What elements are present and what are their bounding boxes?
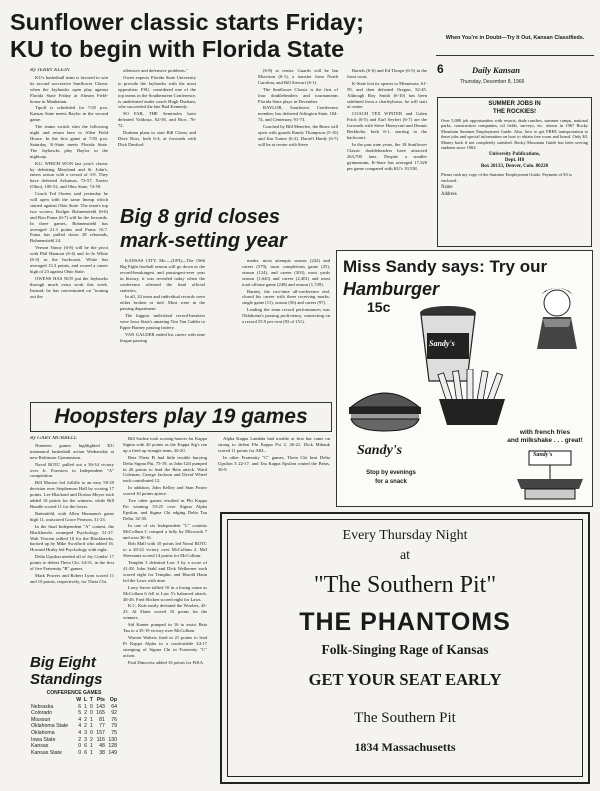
para: offensive and defensive problems." (123, 68, 188, 73)
cell: 2 (78, 736, 82, 743)
cell: 0 (89, 729, 93, 736)
para: SO FAR, THE Seminoles have defeated Valdosta, 62-58, and Rice, 76-72. (118, 111, 196, 129)
cell: 2 (84, 710, 88, 717)
cell: 149 (108, 749, 117, 756)
para: COACH TEX WINTER and Galen Frick (6-5) and Earl Seyfert (6-7) are the forwards with Steve Honeycutt and Dennis Berkholtz, both 6-1, starting in the backcourt. (347, 111, 427, 140)
big8-col-1 (120, 258, 205, 395)
para: KU's basketball team is favored to win its second successive Sunflower Classic when the Jayhawks open play against Florida State Friday at Ahearn Field-house in Manhattan. (30, 74, 108, 104)
cell: 92 (111, 710, 117, 717)
sandys-ad (336, 250, 593, 507)
cell: 157 (96, 729, 105, 736)
para: In all, 24 team and individual records were either broken or tied. Most were in the passing department. (120, 294, 205, 312)
para: In one of six Independent "C" contests McCollum C romped a fully by Ellsworth 7 and won 36-16. (123, 522, 207, 540)
cell: 1 (89, 749, 93, 756)
publisher: University Publications, (488, 152, 541, 158)
name-label: Name (441, 185, 453, 191)
caption-line: and milkshake . . . great! (507, 437, 583, 444)
lead-byline: By JERRY KLEIN (30, 68, 70, 73)
para: Bill Sachse took scoring honors for Kappa Sigma with 20 points as the Kappa Sig's ran up a fired up triangle team, 36-20. (123, 436, 207, 453)
cell: 1 (89, 743, 93, 750)
col-header: W (76, 697, 82, 703)
table-row (30, 737, 118, 744)
dept: Dept. H8 (504, 158, 525, 164)
sandys-brand: Sandy's (357, 443, 403, 458)
price: 15c (367, 299, 391, 315)
big8-col-2 (242, 258, 330, 395)
cell: 4 (78, 716, 82, 723)
para: Templin 3 defeated Law 3 by a score of 41-28. John Stahl and Dick Welkerner each scored eight for Templin, and Harold Haun led the Laws with nine. (123, 560, 207, 583)
big8-headline (120, 205, 340, 253)
hamburger-word: Hamburger (343, 279, 440, 299)
sign-text: Sandy's (533, 452, 553, 458)
cell: 4 (78, 723, 82, 730)
address-label: Address (441, 192, 457, 198)
cell: 0 (89, 710, 93, 717)
para: The teams switch sites the following night and return here to Allen Field House. In the first game at 7:05 p.m. Saturday, K-State meets Florida State. The Jayhawks play Baylor in the nightcap. (30, 124, 108, 159)
para: K-State lost its opener to Minnesota, 61-59, and then defeated Oregon, 52-45. Although Roy Smith (6-10) has been sidelined from a charleyhorse, he will start at center. (347, 80, 427, 110)
summer-jobs-form-note: Please rush my copy of the Summer Employment Guide. Payment of $3 is enclosed. (441, 172, 572, 183)
table-row (30, 710, 118, 717)
teaser-text: When You're in Doubt—Try It Out, Kansan Classifieds. (445, 35, 585, 41)
para: The biggest individual record-breakers were Iowa State's amazing Tim Van Galder to Eppie Barney passing battery. (120, 313, 205, 330)
cell: 6 (84, 749, 88, 756)
table-row (30, 704, 118, 711)
cell: 1 (89, 716, 93, 723)
cell: Oklahoma (31, 729, 55, 736)
cell: 3 (84, 736, 88, 743)
cell: 2 (84, 716, 88, 723)
southern-pit-line2: at (399, 548, 411, 563)
para: BAYLOR, Southwest Conference member, has defeated Arlington State, 104-74, and Centenary, 91-73. (258, 105, 338, 123)
cell: 2 (89, 736, 93, 743)
para: Leading the team record performances was Oklahoma's passing proficiency, connecting on a record 55.9 per cent (83 of 151). (242, 307, 330, 325)
para: In other Fraternity "C" games, Theta Chi beat Delta Upsilon 3 22-17, and Tau Kappa Epsilon routed the Betas, 30-9. (218, 454, 330, 472)
para: Coached by Bill Menefee, the Bears will open with guards Randy Thompson (5-10) and Jim Turner (6-2). Darrell Hardy (6-7) will be at center with Steve (258, 124, 338, 147)
lead-headline-line2: KU to begin with Florida State (10, 36, 345, 62)
cell: 130 (108, 736, 117, 743)
summer-jobs-ad (437, 97, 592, 247)
publisher-address: Box 20133, Denver, Colo. 80220 (480, 164, 549, 170)
cell: 1 (84, 703, 88, 710)
title-line: SUMMER JOBS IN (488, 101, 541, 107)
table-row (30, 717, 118, 724)
para: marks, most attempts season (242) and career (579), most completions game (25), season (124), and career (303), most yards season (1,645) and career (2,401) and most total offense game (248) and season (1,749). (242, 258, 330, 287)
hamburger-icon (345, 383, 425, 435)
cell: 143 (96, 703, 105, 710)
summer-jobs-publisher (441, 152, 588, 170)
big8-headline-line1: Big 8 grid closes (120, 206, 281, 228)
para: Mark Powers and Robert Lynn scored 11 and 10 points, respectively, for Theta Chi. (30, 572, 114, 584)
col-header: Op (109, 697, 117, 703)
cell: 165 (96, 710, 105, 717)
standings-title (30, 654, 118, 688)
para: Larry Savee tallied 10 in a losing cause as McCollum 6 fell to Law 5's balanced attack, 48-26. Fred Slicken scored eight for Laws. (123, 584, 207, 602)
page-number: 6 (437, 62, 444, 76)
cell: Iowa State (31, 736, 56, 743)
hoopsters-byline: By GARY MURRELL (30, 436, 77, 441)
para: KU, WHICH WON last year's classic by defeating Maryland and St. John's, enters action with a record of 3-0. They have defeated Arkansas, 73-57, Xavier (Ohio), 100-52, and Ohio State, 74-59. (30, 160, 108, 190)
title-line: THE ROCKIES! (492, 108, 536, 115)
lead-col-1 (30, 68, 108, 396)
southern-pit-venue: "The Southern Pit" (313, 572, 497, 598)
para: In the final Independent "A" contest, the Blackhawks swamped Psychology, 51-27. Walt Vincent tallied 10 for the Blackhawks, backed up by Mike Swofford who added 16. Howard Hruby led Psychology with eight. (30, 523, 114, 553)
southern-pit-act: THE PHANTOMS (299, 608, 511, 636)
para: Alpha Kappa Lambda had trouble at first but came on strong to defeat Phi Kappa Psi 2, 26-21. Dick Miknuk scored 11 points for AKL. (218, 436, 330, 453)
para: In the past nine years, the 18 Sunflower Classic doubleheaders have attracted 263,700 fans. Despite a smaller gymnasium, K-State has averaged 17,328 per game compared with KU's 19,538. (347, 141, 427, 171)
hoopsters-headline: Hoopsters play 19 games (54, 405, 308, 428)
tagline-line: for a snack (375, 479, 407, 485)
southern-pit-ad (220, 512, 590, 784)
cell: 79 (111, 723, 117, 730)
para: Bartels (6-6) and Ed Thorpe (6-5) in the front court. (347, 68, 427, 79)
tagline-line: Stop by evenings (366, 470, 416, 476)
para: Naval ROTC pulled out a 36-34 victory over Jr. Foresters in Independent "A" competition. (30, 461, 114, 479)
french-fries-icon (435, 369, 509, 425)
southern-pit-cta: GET YOUR SEAT EARLY (308, 670, 502, 689)
para: Vernon Vanoy (6-8) will be the pivot with Phil Harmon (6-4) and Jo-Jo White (6-3) in the backcourt. White has averaged 13.3 points, and scored a career high of 23 against Ohio State. (30, 245, 108, 274)
table-row (30, 723, 118, 730)
col-header: T (89, 697, 93, 703)
cell: Oklahoma State (31, 723, 69, 730)
para: Barney, the two-time all-conference end, closed his career with three receiving marks: single game (11), season (56) and career (97). (242, 288, 330, 306)
hoopsters-col-1 (30, 436, 114, 652)
para: Coach Ted Owens said yesterday he will open with the same lineup which started against Ohio State. The team's top two scorers, Rodger Bohnenstiehl (6-6) and Ron Franz (6-7) will be the forwards. In three games, Bohnenstiehl has averaged 21.3 points and Franz 16.7. Franz has pulled down 28 rebounds, Bohnenstiehl 24. (30, 191, 108, 244)
sandys-caption (505, 429, 585, 445)
caption-line: with french fries (519, 429, 571, 436)
lead-col-4 (347, 68, 427, 248)
sandys-tagline (353, 469, 429, 487)
para: VAN GALDER ended his career with nine league passing (120, 331, 205, 343)
cell: 4 (78, 729, 82, 736)
para: Bill Morton led Jolliffe to an easy 58-29 decision over Stephenson Hall by scoring 17 points. Lee Blackard and Dorian Meyer each added 10 points for the winners, while Bill Bundle scored 11 for the losers. (30, 480, 114, 509)
cell: Colorado (31, 710, 53, 717)
cell: 75 (111, 729, 117, 736)
cell: 116 (96, 736, 105, 743)
para: Tipoff is scheduled for 7:05 p.m. Kansas State meets Baylor in the second game. (30, 105, 108, 123)
para: Beta Theta Pi had little trouble burying Delta Sigma Phi, 75-19, as John Gill pumped in 26 points to lead the Beta attack. Ward Coleman, George Jackson and David Wheel each contributed 12. (123, 454, 207, 484)
table-row (30, 750, 118, 757)
para: Owen expects Florida State University to provide the Jayhawks with the most opposition. FSU, considered one of the top teams in the Southeastern Conference, is undefeated under coach Hugh Durham, who succeeded the late Bud Kennedy. (118, 74, 196, 110)
cell: 6 (84, 743, 88, 750)
cell: 76 (111, 716, 117, 723)
cell: Missouri (31, 716, 51, 723)
issue-date: Thursday, December 8, 1966 (460, 79, 525, 85)
cell: 0 (78, 749, 82, 756)
para: The Sunflower Classic is the first of four doubleheaders and tournaments Florida State plays in December. (258, 86, 338, 104)
southern-pit-address: 1834 Massachusetts (354, 740, 456, 754)
para: Delta Upsilon needed all of Jay Combs' 17 points to defeat Theta Chi, 34-31, in the first of five Fraternity "B" games. (30, 554, 114, 572)
cell: Kansas State (31, 749, 62, 756)
southern-pit-venue-name: The Southern Pit (354, 710, 456, 726)
para: Battenfeld, with Allen Hermann's game high 11, outscored Grace Pearson, 31-23. (30, 510, 114, 522)
para: Warren Walters fired in 21 points to lead Pi Kappa Alpha in a comfortable 44-17 stomping of Sigma Chi in Fraternity "C" action. (123, 635, 207, 658)
col-header (30, 697, 74, 704)
para: In addition, John Kelley and Stan Foster scored 10 points apiece. (123, 485, 207, 497)
cell: 38 (99, 749, 105, 756)
cell: 0 (78, 743, 82, 750)
cup-label: Sandy's (429, 339, 455, 348)
cell: 0 (89, 703, 93, 710)
standings-box (30, 654, 118, 756)
para: Bob Mall with 10 points led Naval ROTC to a 28-22 victory over McCollum 2. Mel Sheesantz scored 14 points for McCollum. (123, 541, 207, 559)
para: K.C. Kids easily defeated the Woolies, 45-23. Al Slater scored 10 points for the winners. (123, 603, 207, 621)
standings-table (30, 697, 118, 756)
miss-sandy-icon (529, 283, 585, 349)
para: KANSAS CITY, Mo.—(UPI)—The 1966 Big Eight football season will go down as the record-breakingest and passingest-ever year in history, it was revealed today when the conference released the final official statistics. (120, 258, 205, 293)
para: (6-8) at center. Guards will be Ian Morrison (6-1), a transfer from North Carolina, and Bill Stewart (6-1). (258, 68, 338, 85)
col-header: Pts (96, 697, 105, 703)
cell: Kansas (31, 743, 49, 750)
cell: 2 (84, 723, 88, 730)
cell: 48 (99, 743, 105, 750)
summer-jobs-body: Over 5,000 job opportunities with resorts, dude ranches, summer camps, national parks, construction companies, oil fields, surveys, etc. shown in 1967 Rocky Mountain Summer Employment Guide. Also, how to get FREE transportation to these jobs and special information on how to obtain free room and board. Only $3. Money back if not completely satisfied. Rocky Mountain Guide has been serving students since 1963. (441, 118, 588, 151)
standings-subtitle: CONFERENCE GAMES (46, 690, 102, 696)
hoopsters-headline-box (30, 402, 332, 432)
cell: 6 (78, 703, 82, 710)
table-row (30, 743, 118, 750)
cell: 81 (99, 716, 105, 723)
cell: Nebraska (31, 703, 54, 710)
para: Paul Dimovitz added 16 points for PiKA (128, 659, 204, 665)
standings-title-line2: Standings (30, 671, 103, 688)
lead-col-2 (118, 68, 196, 198)
hoopsters-col-2 (123, 436, 207, 786)
cell: 64 (111, 703, 117, 710)
cell: 128 (108, 743, 117, 750)
cell: 3 (84, 729, 88, 736)
classified-teaser (436, 35, 594, 42)
southern-pit-act-desc: Folk-Singing Rage of Kansas (321, 642, 489, 657)
para: Sid Kanter pumped in 16 to assist Beta Tau to a 35-19 victory over McCollum. (123, 622, 207, 634)
lead-headline (10, 9, 428, 63)
summer-jobs-title (441, 101, 588, 116)
cell: 1 (89, 723, 93, 730)
standings-header-row (30, 697, 118, 704)
hoopsters-col-3 (218, 436, 330, 506)
sandys-headline: Miss Sandy says: Try our (343, 257, 548, 276)
table-row (30, 730, 118, 737)
para: Two other games resulted in Phi Kappa Psi winning 53-25 over Sigma Alpha Epsilon, and Sigma Chi edging Delta Tau Delta, 32-30. (123, 498, 207, 521)
paper-name: Daily Kansan (472, 65, 520, 75)
para: Nineteen games highlighted KU intramural basketball action Wednesday at new Robinson Gymnasium. (30, 442, 114, 460)
lead-col-3 (258, 68, 338, 198)
cell: 77 (99, 723, 105, 730)
southern-pit-line1: Every Thursday Night (342, 528, 468, 543)
big8-headline-line2: mark-setting year (120, 230, 287, 252)
standings-title-line1: Big Eight (30, 654, 96, 671)
lead-headline-line1: Sunflower classic starts Friday; (10, 9, 364, 35)
para: OWENS HAS NOT put the Jayhawks through much extra work this week. Instead, he has concentrated on "ironing out the (30, 275, 108, 299)
cell: 5 (78, 710, 82, 717)
para: Durham plans to start Bill Cleary and Dave Ross, both 6-4, at forwards with Dick Danford (118, 130, 196, 147)
col-header: L (83, 697, 88, 703)
